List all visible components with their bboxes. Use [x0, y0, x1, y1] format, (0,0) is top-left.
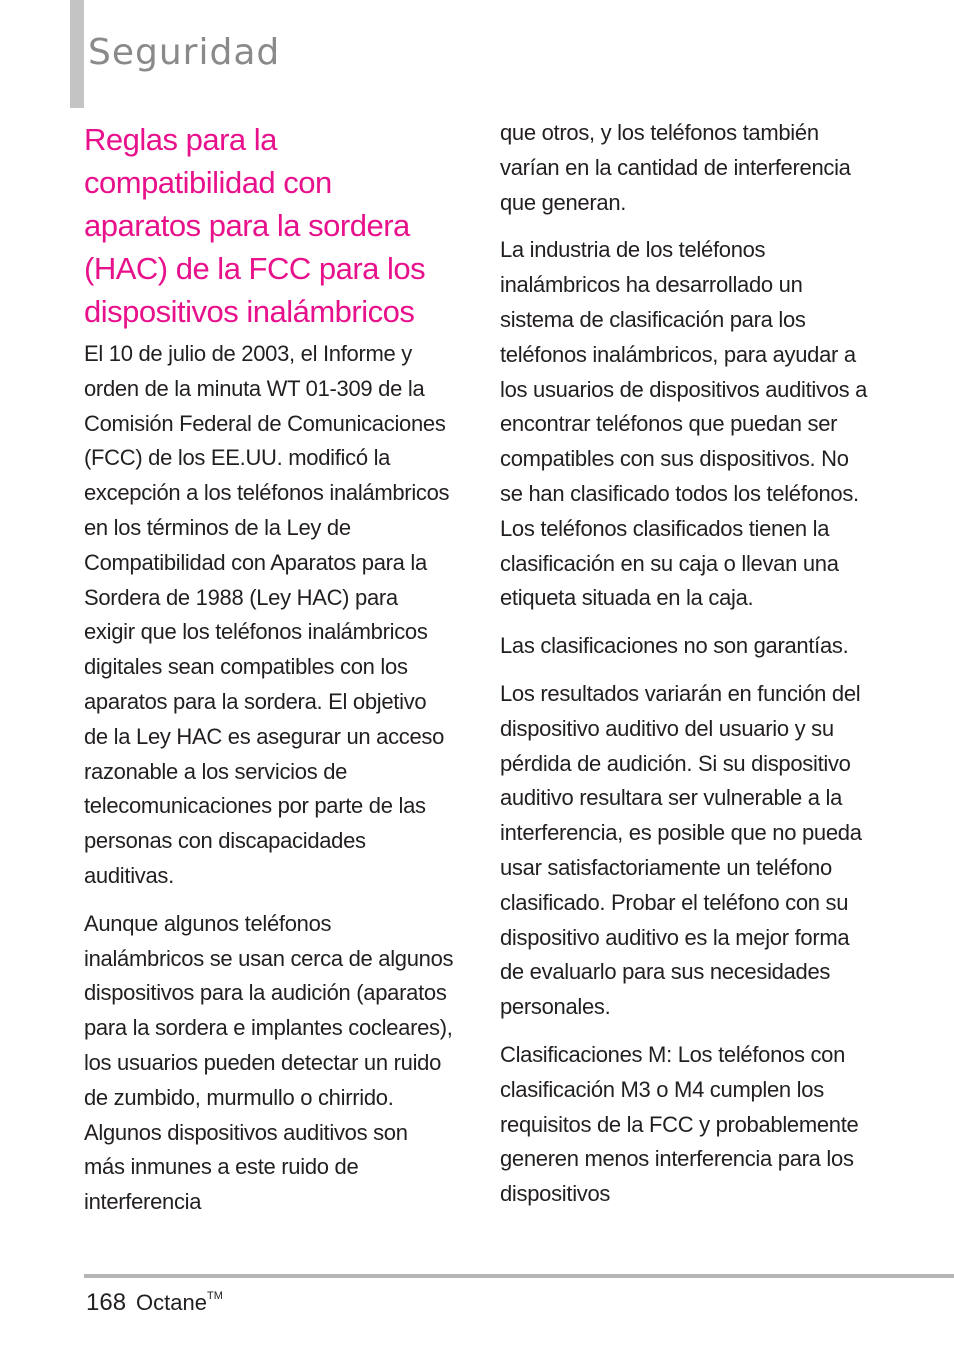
footer-divider: [84, 1274, 954, 1278]
body-paragraph: Clasificaciones M: Los teléfonos con clasificación M3 o M4 cumplen los requisitos de la FCC y probablemente generen menos interferencia para los dispositivos: [500, 1041, 859, 1207]
page-footer: [86, 1289, 223, 1317]
body-paragraph: Las clasificaciones no son garantías.: [500, 633, 849, 659]
right-column: [500, 116, 872, 1225]
page-number: 168: [86, 1289, 127, 1316]
product-name: Octane: [136, 1290, 207, 1315]
body-paragraph: Los resultados variarán en función del dispositivo auditivo del usuario y su pérdida de audición. Si su dispositivo auditivo resultara ser vulnerable a la interferencia, es posible que no pueda usar satisfactoriamente un teléfono clasificado. Probar el teléfono con su dispositivo auditivo es la mejor forma de evaluarlo para sus necesidades personales.: [500, 680, 862, 1020]
body-paragraph: La industria de los teléfonos inalámbricos ha desarrollado un sistema de clasificación para los teléfonos inalámbricos, para ayudar a los usuarios de dispositivos auditivos a encontrar teléfonos que puedan ser compatibles con sus dispositivos. No se han clasificado todos los teléfonos. Los teléfonos clasificados tienen la clasificación en su caja o llevan una etiqueta situada en la caja.: [500, 237, 868, 611]
body-paragraph: que otros, y los teléfonos también varían en la cantidad de interferencia que generan.: [500, 120, 851, 215]
body-paragraph: Aunque algunos teléfonos inalámbricos se usan cerca de algunos dispositivos para la audición (aparatos para la sordera e implantes cocleares), los usuarios pueden detectar un ruido de zumbido, murmullo o chirrido. Algunos dispositivos auditivos son más inmunes a este ruido de interferencia: [84, 910, 454, 1215]
article-heading: Reglas para la compatibilidad con aparatos para la sordera (HAC) de la FCC para los dispositivos inalámbricos: [84, 122, 426, 329]
trademark-symbol: TM: [206, 1290, 223, 1302]
section-marker-bar: [70, 0, 84, 108]
section-title: Seguridad: [88, 32, 281, 73]
left-column: [84, 118, 454, 1233]
body-paragraph: El 10 de julio de 2003, el Informe y orden de la minuta WT 01-309 de la Comisión Federal de Comunicaciones (FCC) de los EE.UU. modificó la excepción a los teléfonos inalámbricos en los términos de la Ley de Compatibilidad con Aparatos para la Sordera de 1988 (Ley HAC) para exigir que los teléfonos inalámbricos digitales sean compatibles con los aparatos para la sordera. El objetivo de la Ley HAC es asegurar un acceso razonable a los servicios de telecomunicaciones por parte de las personas con discapacidades auditivas.: [84, 341, 450, 888]
